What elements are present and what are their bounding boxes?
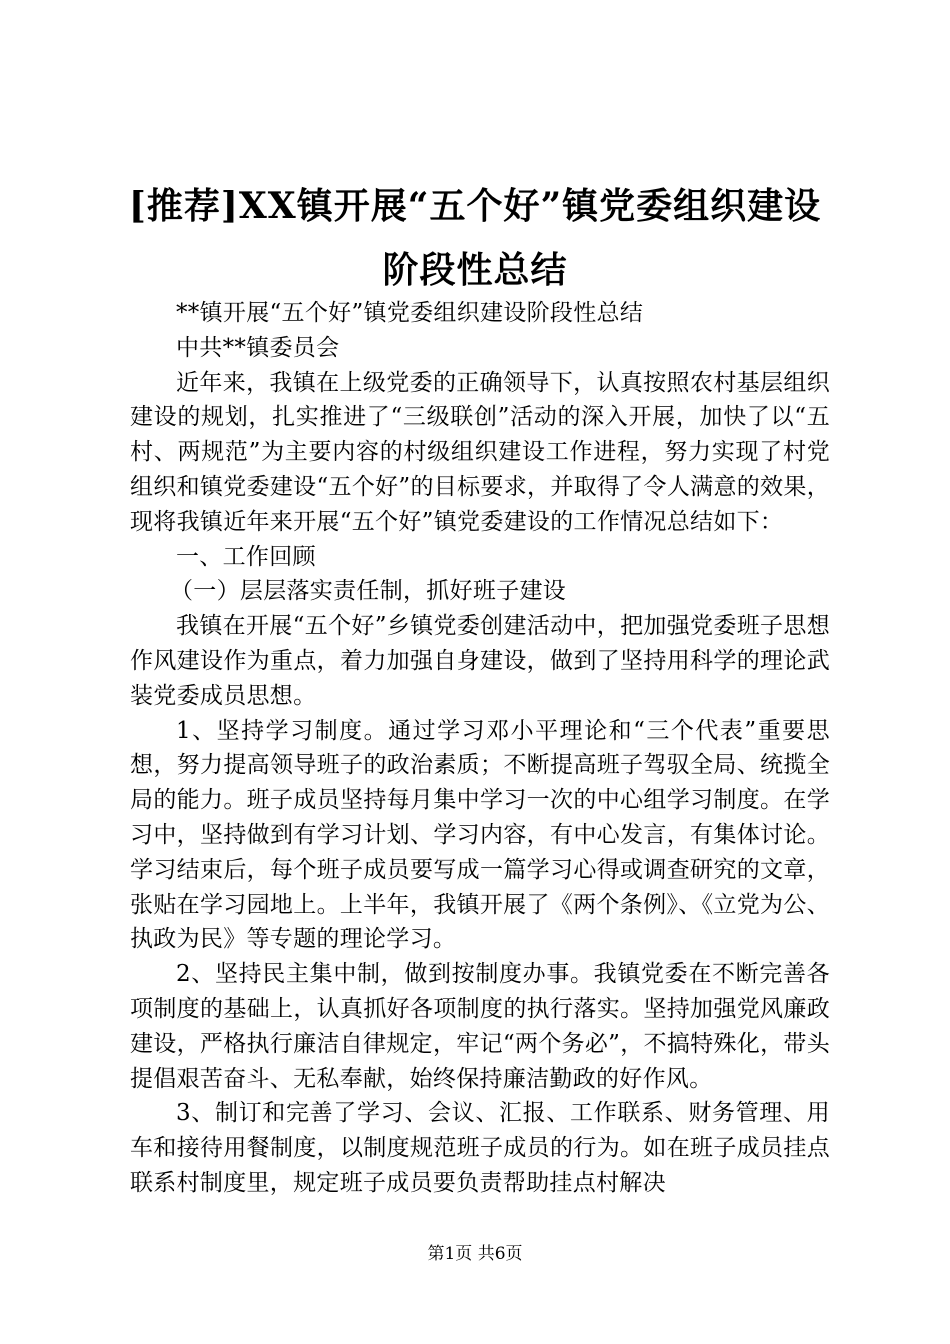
document-title-line-1: [推荐]XX镇开展“五个好”镇党委组织建设 bbox=[128, 185, 822, 227]
document-body bbox=[130, 296, 830, 1201]
section-heading: 一、工作回顾 bbox=[176, 543, 316, 570]
intro-paragraph: 近年来，我镇在上级党委的正确领导下，认真按照农村基层组织建设的规划，扎实推进了“三级联创”活动的深入开展，加快了以“五村、两规范”为主要内容的村级组织建设工作进程，努力实现了村党组织和镇党委建设“五个好”的目标要求，并取得了令人满意的效果，现将我镇近年来开展“五个好”镇党委建设的工作情况总结如下： bbox=[130, 369, 830, 535]
subtitle-paragraph: **镇开展“五个好”镇党委组织建设阶段性总结 bbox=[176, 300, 644, 326]
body-paragraph: 1、坚持学习制度。通过学习邓小平理论和“三个代表”重要思想，努力提高领导班子的政治素质；不断提高班子驾驭全局、统揽全局的能力。班子成员坚持每月集中学习一次的中心组学习制度。在学习中，坚持做到有学习计划、学习内容，有中心发言，有集体讨论。学习结束后，每个班子成员要写成一篇学习心得或调查研究的文章，张贴在学习园地上。上半年，我镇开展了《两个条例》、《立党为公、执政为民》等专题的理论学习。 bbox=[130, 717, 830, 953]
author-line: 中共**镇委员会 bbox=[176, 334, 340, 361]
body-paragraph: 2、坚持民主集中制，做到按制度办事。我镇党委在不断完善各项制度的基础上，认真抓好各项制度的执行落实。坚持加强党风廉政建设，严格执行廉洁自律规定，牢记“两个务必”，不搞特殊化，带头提倡艰苦奋斗、无私奉献，始终保持廉洁勤政的好作风。 bbox=[130, 961, 830, 1092]
document-title-line-2: 阶段性总结 bbox=[382, 249, 568, 291]
body-paragraph: 3、制订和完善了学习、会议、汇报、工作联系、财务管理、用车和接待用餐制度，以制度规范班子成员的行为。如在班子成员挂点联系村制度里，规定班子成员要负责帮助挂点村解决 bbox=[130, 1100, 830, 1196]
page-footer: 第1页 共6页 bbox=[427, 1244, 523, 1264]
body-paragraph: 我镇在开展“五个好”乡镇党委创建活动中，把加强党委班子思想作风建设作为重点，着力加强自身建设，做到了坚持用科学的理论武装党委成员思想。 bbox=[130, 613, 830, 709]
subsection-heading: （一）层层落实责任制，抓好班子建设 bbox=[170, 578, 567, 605]
